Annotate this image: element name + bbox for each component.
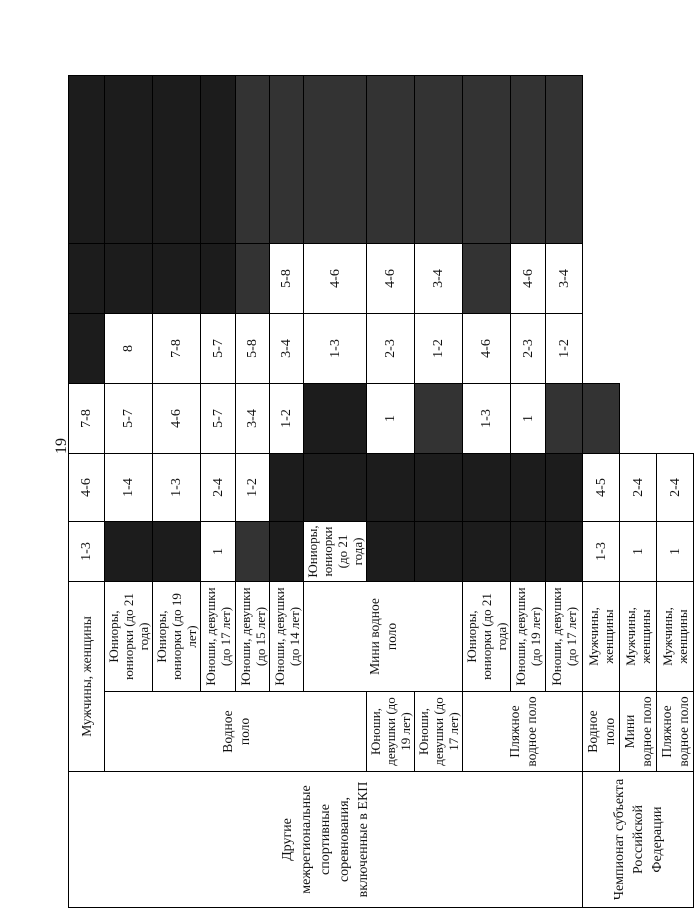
shaded-cell <box>69 243 105 313</box>
empty-cell <box>657 383 694 453</box>
value-cell: 1-2 <box>546 313 583 383</box>
shaded-cell <box>463 243 511 313</box>
value-cell: 3-4 <box>546 243 583 313</box>
shaded-cell <box>546 75 583 243</box>
value-cell: 3-4 <box>236 383 270 453</box>
page-number: 19 <box>53 438 70 454</box>
group-cell: Юноши, девушки (до 19 лет) <box>367 692 415 772</box>
value-cell: 4-6 <box>511 243 546 313</box>
shaded-cell <box>69 313 105 383</box>
value-cell: 1-3 <box>583 521 620 581</box>
value-cell: 1 <box>201 521 236 581</box>
empty-cell <box>657 75 694 243</box>
group-cell: Мужчины, женщины <box>657 581 694 691</box>
value-cell: 1 <box>511 383 546 453</box>
value-cell: 1 <box>657 521 694 581</box>
shaded-cell <box>201 75 236 243</box>
value-cell: 1-3 <box>153 453 201 521</box>
value-cell: 1-3 <box>463 383 511 453</box>
shaded-cell <box>463 75 511 243</box>
value-cell: 2-3 <box>367 313 415 383</box>
shaded-cell <box>153 243 201 313</box>
shaded-cell <box>583 383 620 453</box>
group-cell: Мужчины, женщины <box>620 581 657 691</box>
discipline-cell: Мини водное поло <box>620 692 657 772</box>
table-row <box>69 75 105 907</box>
value-cell: 2-3 <box>511 313 546 383</box>
value-cell: 1-2 <box>415 313 463 383</box>
shaded-cell <box>304 383 367 453</box>
shaded-cell <box>463 521 511 581</box>
shaded-cell <box>105 521 153 581</box>
value-cell: 3-4 <box>415 243 463 313</box>
shaded-cell <box>105 243 153 313</box>
value-cell: 1-2 <box>236 453 270 521</box>
value-cell: 8 <box>105 313 153 383</box>
value-cell: 1-2 <box>270 383 304 453</box>
group-cell: Юниоры, юниорки (до 21 года) <box>304 521 367 581</box>
group-cell: Юноши, девушки (до 19 лет) <box>511 581 546 691</box>
shaded-cell <box>511 521 546 581</box>
empty-cell <box>620 75 657 243</box>
shaded-cell <box>236 521 270 581</box>
value-cell: 4-5 <box>583 453 620 521</box>
shaded-cell <box>367 521 415 581</box>
shaded-cell <box>236 75 270 243</box>
shaded-cell <box>367 453 415 521</box>
sports-ranking-table <box>68 75 694 908</box>
shaded-cell <box>415 521 463 581</box>
shaded-cell <box>105 75 153 243</box>
group-cell: Мужчины, женщины <box>69 581 105 771</box>
group-cell: Юноши, девушки (до 14 лет) <box>270 581 304 691</box>
shaded-cell <box>546 453 583 521</box>
shaded-cell <box>415 75 463 243</box>
shaded-cell <box>201 243 236 313</box>
empty-cell <box>620 243 657 313</box>
value-cell: 5-8 <box>236 313 270 383</box>
shaded-cell <box>415 453 463 521</box>
value-cell: 2-4 <box>201 453 236 521</box>
value-cell: 4-6 <box>153 383 201 453</box>
shaded-cell <box>236 243 270 313</box>
shaded-cell <box>546 521 583 581</box>
category-cell: Другие межрегиональные спортивные соревнования, включенные в ЕКП <box>69 772 583 908</box>
empty-cell <box>583 313 620 383</box>
value-cell: 7-8 <box>153 313 201 383</box>
shaded-cell <box>511 453 546 521</box>
shaded-cell <box>546 383 583 453</box>
value-cell: 2-4 <box>620 453 657 521</box>
value-cell: 3-4 <box>270 313 304 383</box>
group-cell: Юниоры, юниорки (до 19 лет) <box>153 581 201 691</box>
shaded-cell <box>367 75 415 243</box>
group-cell: Юноши, девушки (до 17 лет) <box>415 692 463 772</box>
value-cell: 5-7 <box>201 313 236 383</box>
table-row <box>583 75 620 907</box>
value-cell: 4-6 <box>69 453 105 521</box>
group-cell: Юноши, девушки (до 17 лет) <box>201 581 236 691</box>
value-cell: 5-7 <box>105 383 153 453</box>
value-cell: 4-6 <box>304 243 367 313</box>
empty-cell <box>657 313 694 383</box>
shaded-cell <box>153 521 201 581</box>
group-cell: Юноши, девушки (до 17 лет) <box>546 581 583 691</box>
value-cell: 2-4 <box>657 453 694 521</box>
empty-cell <box>620 383 657 453</box>
discipline-cell: Водное поло <box>105 692 367 772</box>
shaded-cell <box>153 75 201 243</box>
category-cell: Чемпионат субъекта Российской Федерации <box>583 772 694 908</box>
shaded-cell <box>463 453 511 521</box>
discipline-cell: Пляжное водное поло <box>463 692 583 772</box>
group-cell: Мужчины, женщины <box>583 581 620 691</box>
discipline-cell: Мини водное поло <box>304 581 463 691</box>
shaded-cell <box>270 75 304 243</box>
empty-cell <box>583 75 620 243</box>
shaded-cell <box>270 453 304 521</box>
value-cell: 1 <box>367 383 415 453</box>
value-cell: 4-6 <box>463 313 511 383</box>
value-cell: 5-8 <box>270 243 304 313</box>
group-cell: Юниоры, юниорки (до 21 года) <box>463 581 511 691</box>
value-cell: 5-7 <box>201 383 236 453</box>
shaded-cell <box>270 521 304 581</box>
shaded-cell <box>69 75 105 243</box>
empty-cell <box>583 243 620 313</box>
value-cell: 1-3 <box>304 313 367 383</box>
value-cell: 4-6 <box>367 243 415 313</box>
shaded-cell <box>415 383 463 453</box>
value-cell: 7-8 <box>69 383 105 453</box>
value-cell: 1 <box>620 521 657 581</box>
value-cell: 1-4 <box>105 453 153 521</box>
group-cell: Юноши, девушки (до 15 лет) <box>236 581 270 691</box>
empty-cell <box>620 313 657 383</box>
value-cell: 1-3 <box>69 521 105 581</box>
discipline-cell: Пляжное водное поло <box>657 692 694 772</box>
rotated-table-wrapper <box>68 76 691 908</box>
discipline-cell: Водное поло <box>583 692 620 772</box>
shaded-cell <box>304 75 367 243</box>
shaded-cell <box>511 75 546 243</box>
shaded-cell <box>304 453 367 521</box>
empty-cell <box>657 243 694 313</box>
group-cell: Юниоры, юниорки (до 21 года) <box>105 581 153 691</box>
